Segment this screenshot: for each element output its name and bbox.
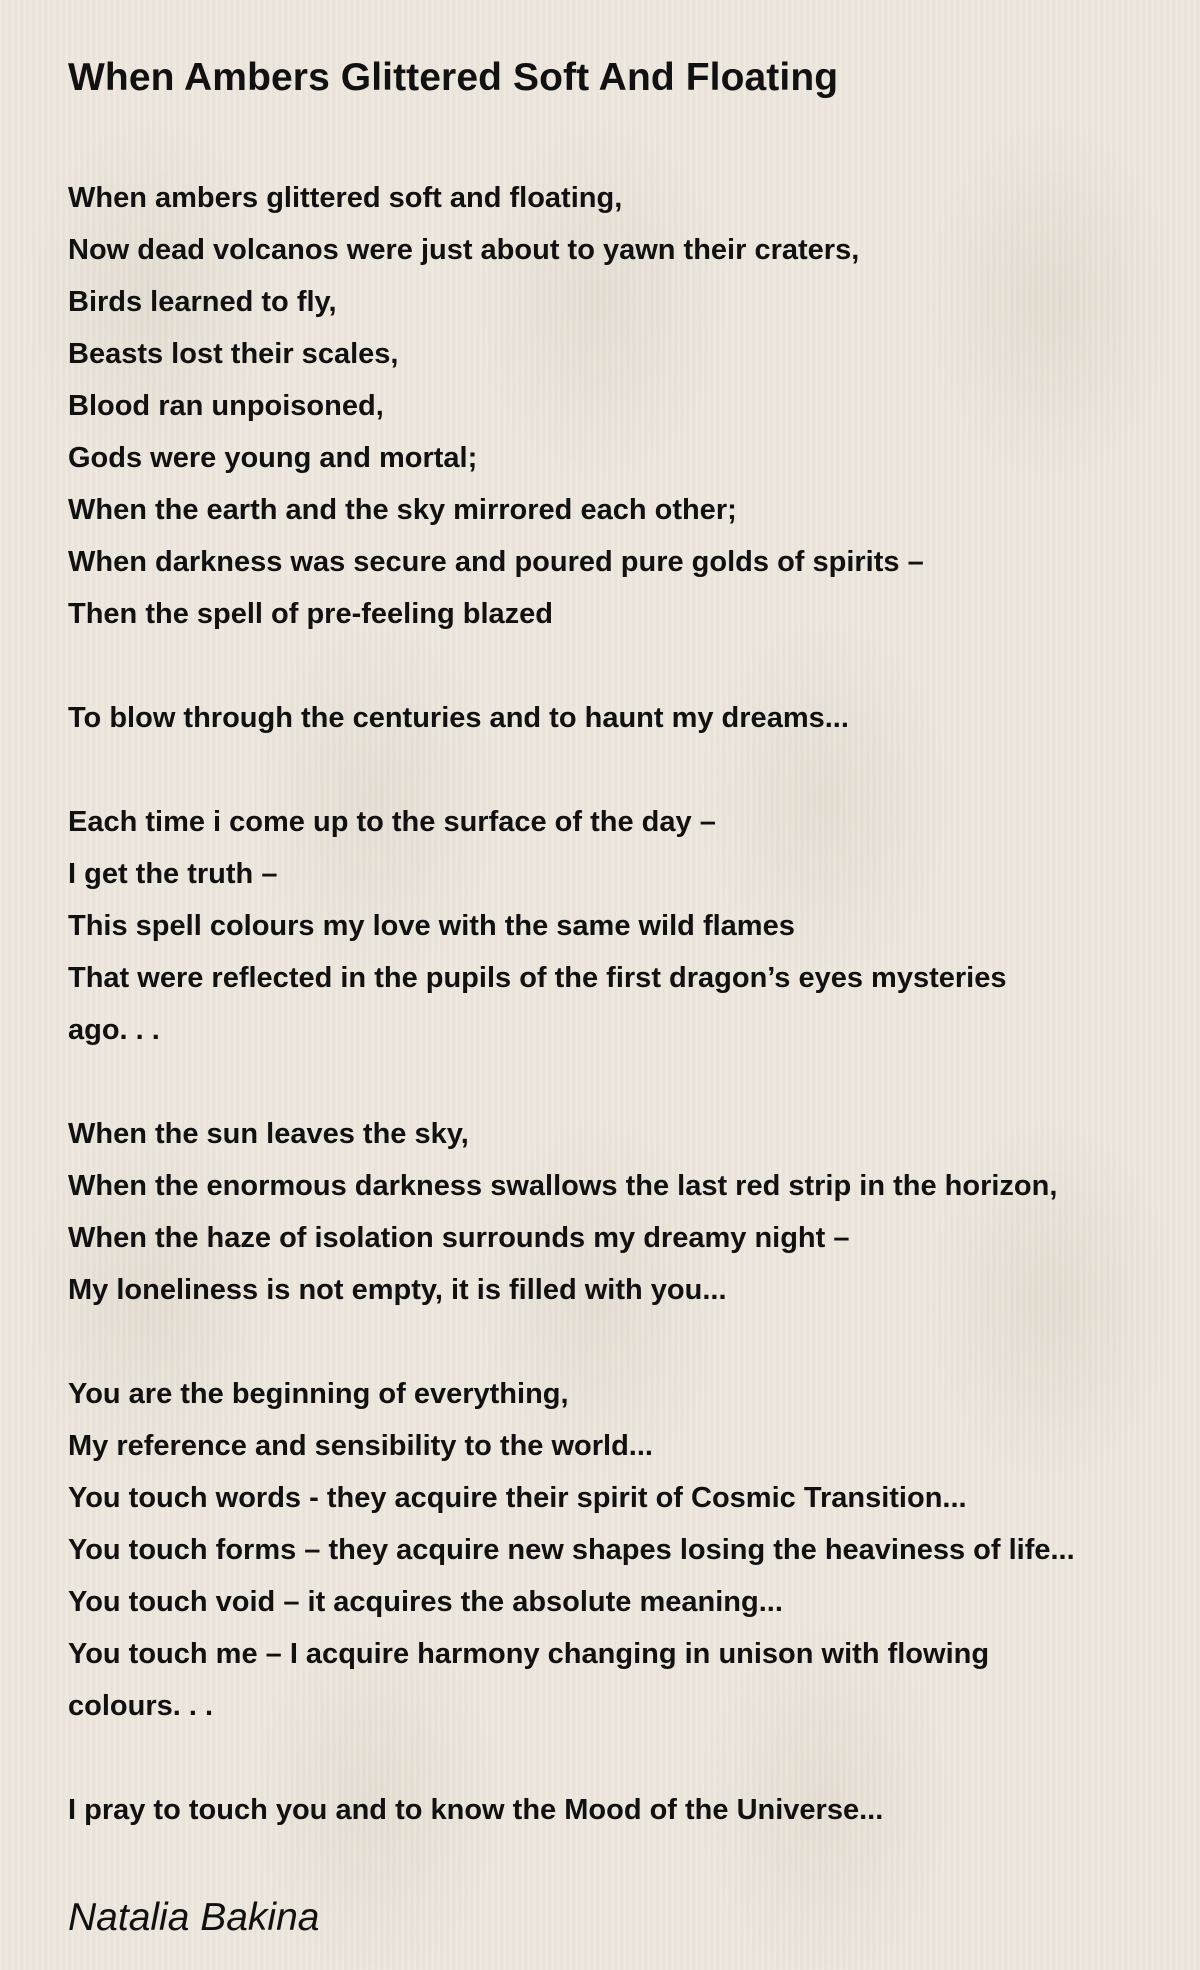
poem-line: When ambers glittered soft and floating, [68,182,623,214]
poem-line: Each time i come up to the surface of the day – [68,806,716,838]
poem-line: You are the beginning of everything, [68,1378,569,1410]
poem-line: I pray to touch you and to know the Mood of the Universe... [68,1794,884,1826]
poem-author: Natalia Bakina [68,1896,320,1939]
poem-line: When the haze of isolation surrounds my dreamy night – [68,1222,850,1254]
poem-line: Now dead volcanos were just about to yawn their craters, [68,234,860,266]
poem-line: When the sun leaves the sky, [68,1118,469,1150]
poem-line: To blow through the centuries and to haunt my dreams... [68,702,849,734]
stanza-1 [68,172,1188,640]
stanza-6 [68,1784,1188,1836]
poem-line: colours. . . [68,1690,214,1722]
poem-line: Gods were young and mortal; [68,442,478,474]
stanza-2 [68,692,1188,744]
poem-line: You touch me – I acquire harmony changing in unison with flowing [68,1638,990,1670]
poem-line: When darkness was secure and poured pure golds of spirits – [68,546,924,578]
poem-line: That were reflected in the pupils of the first dragon’s eyes mysteries [68,962,1007,994]
poem-line: Then the spell of pre-feeling blazed [68,598,553,630]
stanza-4 [68,1108,1188,1316]
poem-line: Birds learned to fly, [68,286,337,318]
poem-line: My reference and sensibility to the world... [68,1430,653,1462]
poem-line: When the enormous darkness swallows the last red strip in the horizon, [68,1170,1058,1202]
poem-line: You touch forms – they acquire new shapes losing the heaviness of life... [68,1534,1075,1566]
poem-line: When the earth and the sky mirrored each other; [68,494,737,526]
poem-page [68,48,1188,1948]
poem-line: Beasts lost their scales, [68,338,399,370]
stanza-3 [68,796,1188,1056]
poem-title: When Ambers Glittered Soft And Floating [68,56,839,99]
poem-line: This spell colours my love with the same wild flames [68,910,795,942]
stanza-5 [68,1368,1188,1732]
poem-line: Blood ran unpoisoned, [68,390,384,422]
poem-line: You touch words - they acquire their spirit of Cosmic Transition... [68,1482,967,1514]
poem-line: My loneliness is not empty, it is filled with you... [68,1274,727,1306]
poem-line: You touch void – it acquires the absolute meaning... [68,1586,783,1618]
poem-line: I get the truth – [68,858,278,890]
poem-line: ago. . . [68,1014,160,1046]
poem-body [68,172,1188,1836]
